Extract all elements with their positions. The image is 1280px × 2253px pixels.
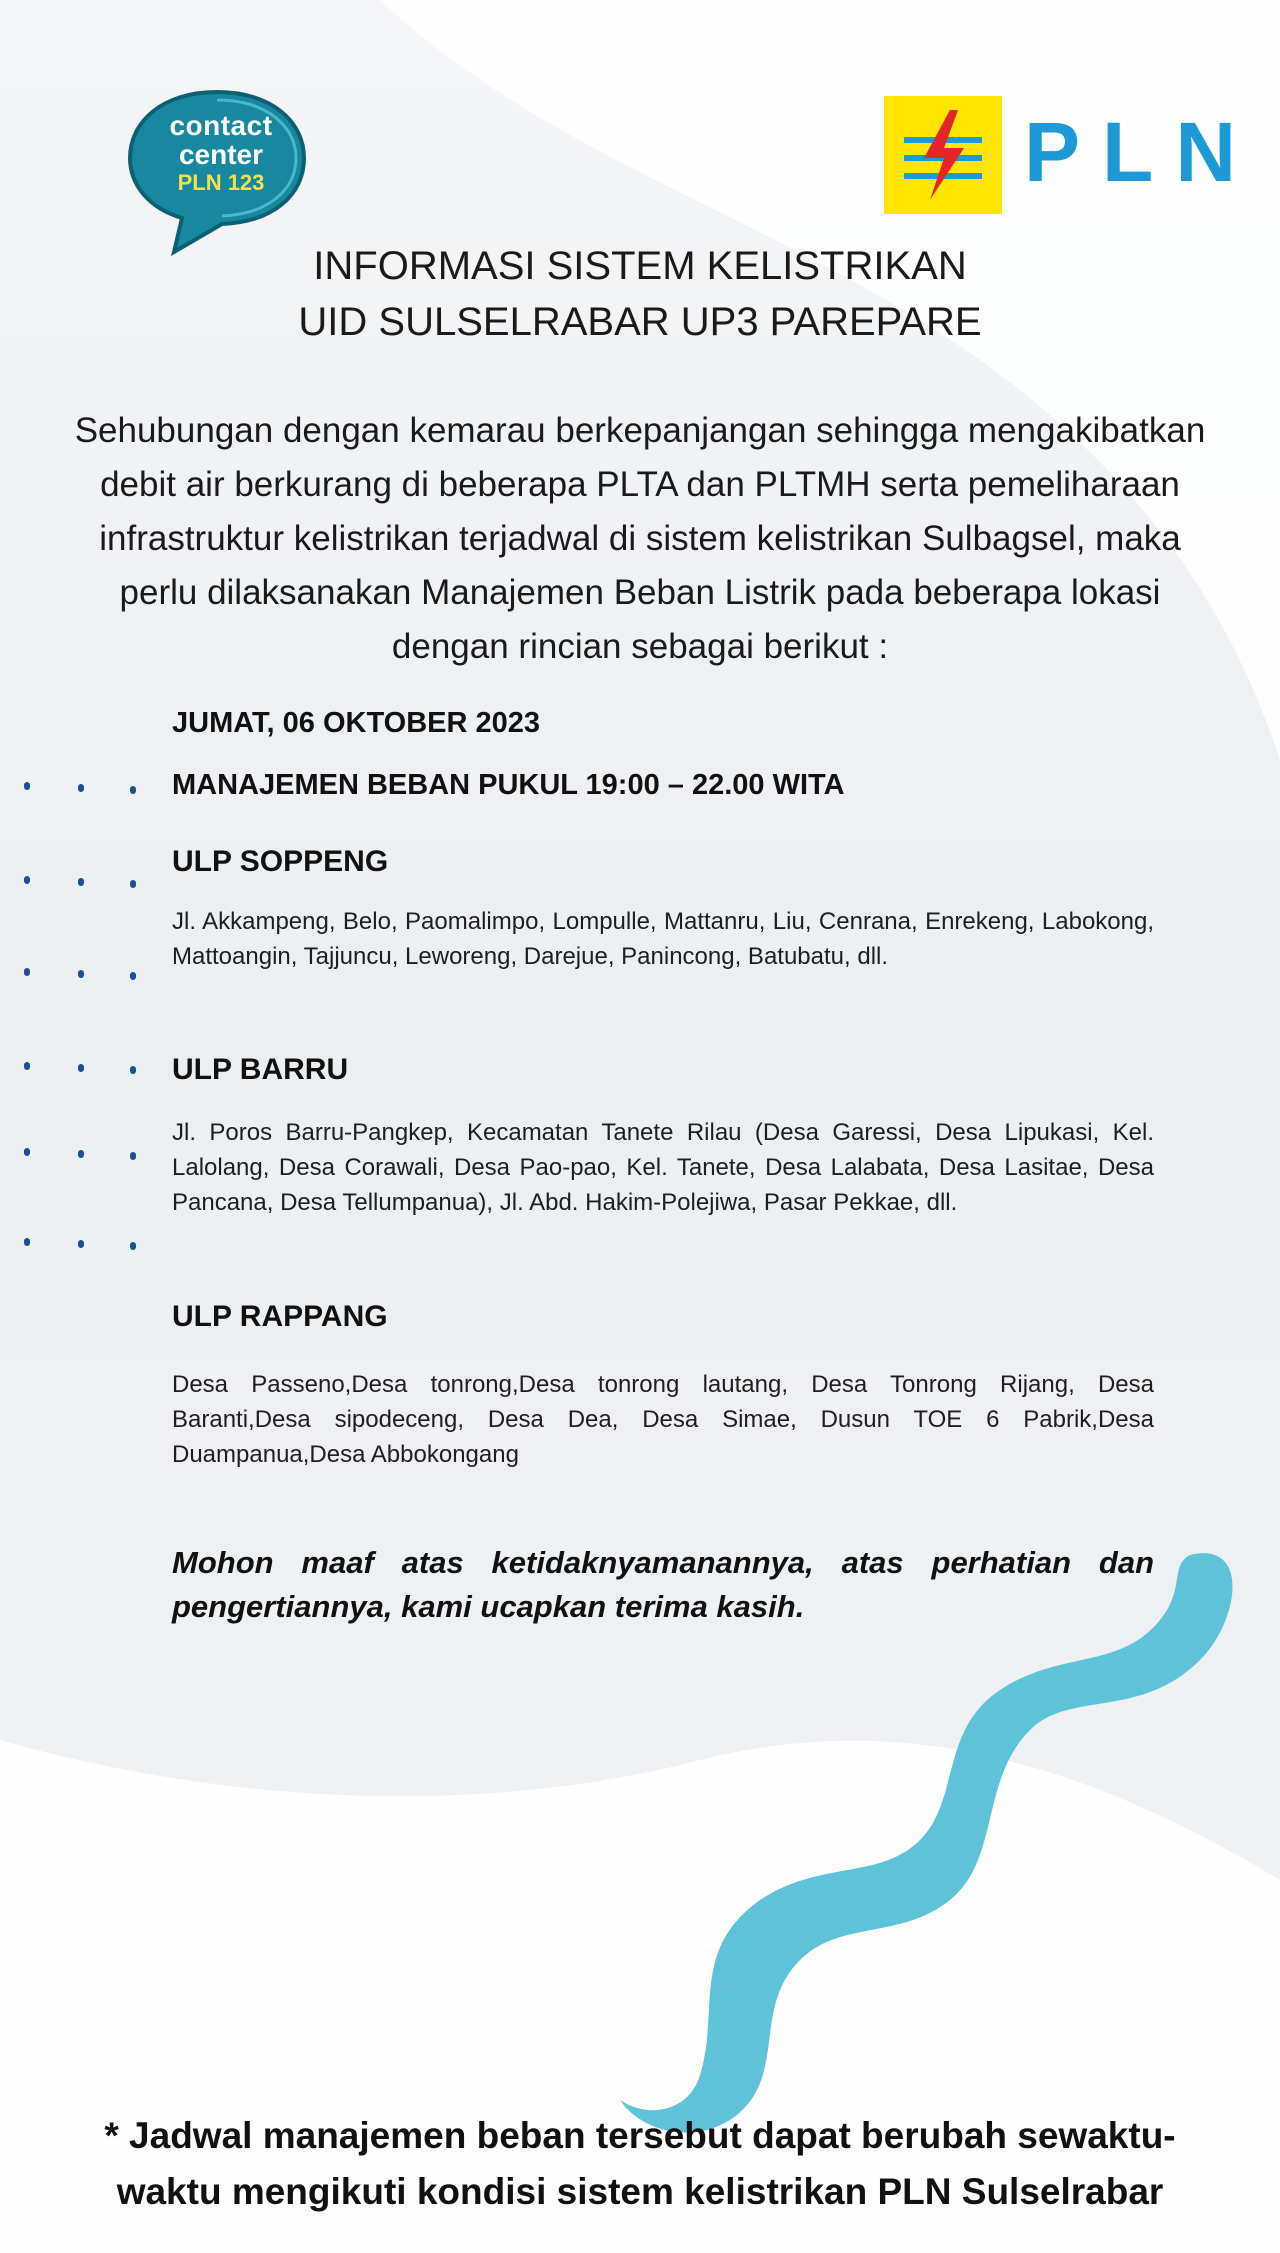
decor-dot — [78, 1064, 84, 1072]
decor-dot — [130, 786, 136, 794]
title-line2: UID SULSELRABAR UP3 PAREPARE — [298, 300, 982, 344]
unit-heading: ULP SOPPENG — [172, 845, 389, 878]
contact-center-line2: center — [178, 139, 264, 170]
decor-dot — [78, 784, 84, 792]
unit-heading: ULP RAPPANG — [172, 1300, 388, 1333]
decor-dot — [78, 1240, 84, 1248]
decor-dot — [130, 972, 136, 980]
decor-dot — [78, 1150, 84, 1158]
pln-emblem — [884, 96, 1002, 214]
unit-areas: Desa Passeno,Desa tonrong,Desa tonrong lautang, Desa Tonrong Rijang, Desa Baranti,Desa sipodeceng, Desa Dea, Desa Simae, Dusun TOE 6 Pabrik,Desa Duampanua,Desa Abbokongang — [172, 1371, 1154, 1468]
decor-dot — [24, 1148, 30, 1156]
schedule-date: JUMAT, 06 OKTOBER 2023 — [172, 707, 540, 739]
intro-paragraph: Sehubungan dengan kemarau berkepanjangan sehingga mengakibatkan debit air berkurang di beberapa PLTA dan PLTMH serta pemeliharaan infrastruktur kelistrikan terjadwal di sistem kelistrikan Sulbagsel, maka perlu dilaksanakan Manajemen Beban Listrik pada beberapa lokasi dengan rincian sebagai berikut : — [74, 411, 1206, 666]
footnote-line1: * Jadwal manajemen beban tersebut dapat berubah sewaktu- — [104, 2115, 1176, 2156]
closing-message: Mohon maaf atas ketidaknyamanannya, atas perhatian dan pengertiannya, kami ucapkan terima kasih. — [172, 1545, 1154, 1624]
decor-dot — [78, 878, 84, 886]
decor-dot — [24, 1238, 30, 1246]
decor-dot — [24, 1062, 30, 1070]
decor-dot — [24, 876, 30, 884]
decor-dot — [130, 1152, 136, 1160]
decor-dot — [130, 1242, 136, 1250]
title-line1: INFORMASI SISTEM KELISTRIKAN — [313, 244, 967, 288]
decor-dot — [24, 968, 30, 976]
contact-center-text — [146, 112, 296, 194]
decor-dot — [78, 970, 84, 978]
pln-logo — [884, 96, 1258, 216]
contact-center-line1: contact — [169, 110, 273, 141]
decor-dot — [24, 782, 30, 790]
schedule-time: MANAJEMEN BEBAN PUKUL 19:00 – 22.00 WITA — [172, 769, 845, 801]
pln-wordmark: PLN — [1024, 105, 1258, 199]
footnote — [40, 2108, 1240, 2220]
unit-areas: Jl. Akkampeng, Belo, Paomalimpo, Lompulle, Mattanru, Liu, Cenrana, Enrekeng, Labokong, Mattoangin, Tajjuncu, Leworeng, Darejue, Panincong, Batubatu, dll. — [172, 908, 1154, 970]
decor-dot — [130, 880, 136, 888]
page-title — [0, 238, 1280, 350]
lightning-bolt-icon — [884, 96, 1002, 214]
unit-heading: ULP BARRU — [172, 1053, 349, 1086]
decor-dot — [130, 1066, 136, 1074]
footnote-line2: waktu mengikuti kondisi sistem kelistrikan PLN Sulselrabar — [116, 2171, 1164, 2212]
unit-areas: Jl. Poros Barru-Pangkep, Kecamatan Tanete Rilau (Desa Garessi, Desa Lipukasi, Kel. Lalolang, Desa Corawali, Desa Pao-pao, Kel. Tanete, Desa Lalabata, Desa Lasitae, Desa Pancana, Desa Tellumpanua), Jl. Abd. Hakim-Polejiwa, Pasar Pekkae, dll. — [172, 1119, 1154, 1216]
contact-center-line3: PLN 123 — [177, 170, 265, 195]
